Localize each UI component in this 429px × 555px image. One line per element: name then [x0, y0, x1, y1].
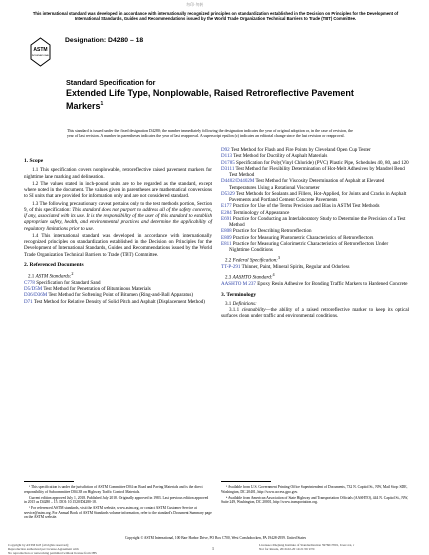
reference-code-link[interactable]: D92 [221, 147, 230, 153]
svg-text:ASTM: ASTM [33, 47, 48, 53]
para-1-3 [24, 201, 212, 232]
para-3-1-1 [221, 307, 409, 320]
reference-item [221, 216, 409, 229]
footnote-rule-right [221, 481, 271, 482]
title-main-text: Extended Life Type, Nonplowable, Raised Retroreflective Pavement Markers [66, 88, 354, 111]
reference-title: Test Method for Penetration of Bituminous Materials [42, 286, 151, 293]
right-column [221, 147, 409, 321]
para-1-3-caveat: This standard does not purport to address all of the safety concerns, if any, associated with its use. It is the responsibility of the user of this standard to establish appropriate safety, health, and environmental practices and determine the applicability of regulatory limitations prior to use. [24, 206, 213, 232]
footnote-rule-left [24, 481, 74, 482]
reference-title: Practice for Use of the Terms Precision and Bias in ASTM Test Methods [231, 203, 380, 210]
footnote-4: ⁴ Available from American Association of State Highway and Transportation Officials (AASHTO), 444 N. Capitol St., NW, Suite 249, Washington, DC 20001, http://www.transportation.org. [221, 495, 409, 504]
title-line1: Standard Specification for [66, 78, 156, 87]
para-3-1-1-text: —the ability of a raised retroreflective marker to keep its optical surfaces clean under traffic and environmental conditions. [221, 307, 409, 320]
aashto-sub-num: 2.3 [225, 275, 233, 282]
reference-item [221, 241, 409, 254]
aashto-subheading [225, 272, 409, 281]
footnotes-right [221, 485, 409, 506]
scope-heading: 1. Scope [24, 158, 44, 164]
reference-title: Epoxy Resin Adhesive for Bonding Traffic Markers to Hardened Concrete [255, 281, 408, 288]
left-column [24, 154, 212, 305]
reference-code-link[interactable]: D113 [221, 153, 233, 160]
wto-notice: This international standard was developed in accordance with internationally recognized principles on standardization established in the Decision on Principles for the Development of International Standards, Guides and Recommendations issued by the World Trade Organization Technical Barriers to Trade (TBT) Committee. [32, 11, 399, 21]
federal-reference-list [221, 264, 409, 270]
footnote-3: ³ Available from U.S. Government Printing Office Superintendent of Documents, 732 N. Capitol St., NW, Mail Stop: SDE, Washington, DC 20401, http://www.access.gpo.gov. [221, 485, 408, 494]
defs-sub-title: Definitions: [232, 300, 257, 307]
reference-item [221, 191, 409, 204]
reference-item [24, 299, 212, 305]
term-cleanability: cleanability [241, 307, 266, 314]
reference-code-link[interactable]: E691 [221, 215, 232, 222]
reference-code-link[interactable]: E809 [221, 234, 232, 241]
reference-code-link[interactable]: D36/D36M [24, 292, 48, 299]
reference-title: Test Method for Flexibility Determination of Hot-Melt Adhesives by Mandrel Bend Test Method [229, 165, 405, 178]
defs-sub-num: 3.1 [225, 300, 233, 307]
left-reference-list [24, 280, 212, 305]
page-number: 1 [212, 546, 214, 551]
para-1-4: 1.4 This international standard was developed in accordance with internationally recognized principles on standardization established in the Decision on Principles for the Development of International Standards, Guides and Recommendations issued by the World Trade Organization Technical Barriers to Trade (TBT) Committee. [24, 232, 212, 258]
title-footnote-marker: 1 [100, 100, 104, 107]
reference-code-link[interactable]: D5329 [221, 190, 235, 197]
aashto-sub-title: AASHTO Standard: [232, 275, 273, 282]
footnote-2: ² For referenced ASTM standards, visit the ASTM website, www.astm.org, or contact ASTM Customer Service at service@astm.org. For Annual Book of ASTM Standards volume information, refer to the standard's Document Summary page on the ASTM website. [24, 506, 212, 519]
terminology-heading: 3. Terminology [221, 291, 257, 298]
reference-item [221, 264, 409, 270]
footnotes-left [24, 485, 212, 521]
reference-title: Practice for Describing Retroreflection [231, 228, 312, 235]
footnote-1: ¹ This specification is under the jurisdiction of ASTM Committee D04 on Road and Paving Materials and is the direct responsibility of Subcommittee D04.38 on Highway Traffic Control Materials. [24, 485, 203, 494]
copyright-line: Copyright © ASTM International, 100 Barr Harbor Drive, PO Box C700, West Conshohocken, PA 19428-2959. United States [124, 536, 307, 540]
reference-code-link[interactable]: D4402/D4402M [221, 178, 255, 185]
reference-title: Practice for Measuring Colorimetric Characteristics of Retroreflectors Under Nighttime Conditions [229, 240, 389, 253]
reference-title: Test Method for Relative Density of Solid Pitch and Asphalt (Displacement Method) [32, 298, 205, 305]
reference-code-link[interactable]: D5/D5M [24, 286, 43, 293]
referenced-documents-heading: 2. Referenced Documents [24, 261, 84, 268]
right-reference-list [221, 147, 409, 253]
federal-spec-subheading [225, 255, 409, 264]
reference-item [221, 281, 409, 287]
reference-title: Test Method for Ductility of Asphalt Materials [232, 153, 328, 160]
para-1-2: 1.2 The values stated in inch-pound units are to be regarded as the standard, except where noted in the document. The values given in parentheses are mathematical conversions to SI units that are provided for information only and are not considered standard. [24, 180, 212, 200]
astm-sub-title: ASTM Standards: [35, 273, 72, 280]
reference-code-link[interactable]: E811 [221, 240, 232, 247]
top-watermark: 勿印·勿转 [186, 2, 204, 7]
reference-code-link[interactable]: C778 [24, 279, 35, 286]
license-notice-right: Licensee=Zhejiang Institute of Standardization 5976617001, User=xx, r Not for Resale, 2019-02-20 14:21:56 UTC [259, 543, 355, 551]
para-1-1: 1.1 This specification covers nonplowable, retroreflective raised pavement markers for nighttime lane marking and delineation. [24, 167, 212, 180]
footnote-1-edition: Current edition approved July 1, 2018. Published July 2018. Originally approved in 1983. Last previous edition approved in 2015 as D4280 – 15. DOI: 10.1520/D4280-18. [24, 495, 209, 504]
astm-standards-subheading [28, 271, 212, 280]
reference-title: Test Method for Viscosity Determination of Asphalt at Elevated Temperatures Using a Rotational Viscometer [229, 178, 385, 191]
reference-title: Test Method for Flash and Fire Points by Cleveland Open Cup Tester [229, 147, 371, 153]
reference-title: Practice for Conducting an Interlaboratory Study to Determine the Precision of a Test Method [229, 215, 406, 228]
title-block [66, 78, 376, 111]
reference-code-link[interactable]: TT-P-291 [221, 264, 241, 271]
reference-title: Thinner, Paint, Mineral Spirits, Regular and Odorless [240, 264, 350, 271]
reference-title: Test Method for Softening Point of Bitumen (Ring-and-Ball Apparatus) [47, 292, 194, 299]
reference-code-link[interactable]: E808 [221, 228, 232, 235]
intro-paragraph: This standard is issued under the fixed designation D4280; the number immediately following the designation indicates the year of original adoption or, in the case of revision, the year of last revision. A number in parentheses indicates the year of last reapproval. A superscript epsilon (ε) indicates an editorial change since the last revision or reapproval. [67, 128, 353, 138]
reference-code-link[interactable]: E177 [221, 203, 232, 210]
federal-sub-num: 2.2 [225, 257, 233, 264]
astm-sub-sup: 2 [71, 271, 74, 276]
para-3-1-1-num: 3.1.1 [229, 307, 242, 314]
reference-title: Test Methods for Sealants and Fillers, Hot-Applied, for Joints and Cracks in Asphalt Pavements and Portland Cement Concrete Pavements [229, 190, 407, 203]
reference-code-link[interactable]: D71 [24, 298, 33, 305]
aashto-reference-list [221, 281, 409, 287]
license-notice-left: Copyright by ASTM Int'l (all rights reserved); Reproduction authorized per License Agreement with No reproduction or networking permitted without license from IHS [8, 543, 97, 555]
reference-code-link[interactable]: D1785 [221, 159, 235, 166]
reference-item [221, 178, 409, 191]
para-1-3-text: 1.3 The following precautionary caveat pertains only to the test methods portion, Section 9, of this specification: [24, 200, 212, 213]
title-main [66, 88, 376, 111]
federal-sub-title: Federal Specification: [232, 257, 278, 264]
reference-code-link[interactable]: D3111 [221, 165, 235, 172]
federal-sub-sup: 3 [277, 255, 280, 261]
reference-title: Specification for Poly(Vinyl Chloride) (PVC) Plastic Pipe, Schedules 40, 80, and 120 [234, 159, 409, 166]
reference-code-link[interactable]: E284 [221, 209, 232, 216]
reference-title: Practice for Measuring Photometric Characteristics of Retroreflectors [231, 234, 374, 241]
reference-title: Terminology of Appearance [231, 209, 290, 216]
designation: Designation: D4280 – 18 [65, 37, 144, 44]
reference-title: Specification for Standard Sand [34, 279, 101, 286]
svg-text:INTERNATIONAL: INTERNATIONAL [31, 55, 50, 57]
reference-code-link[interactable]: AASHTO M 237 [221, 281, 256, 288]
astm-sub-num: 2.1 [28, 273, 36, 280]
astm-logo [30, 37, 51, 67]
reference-item [221, 166, 409, 179]
aashto-sub-sup: 4 [272, 272, 275, 278]
